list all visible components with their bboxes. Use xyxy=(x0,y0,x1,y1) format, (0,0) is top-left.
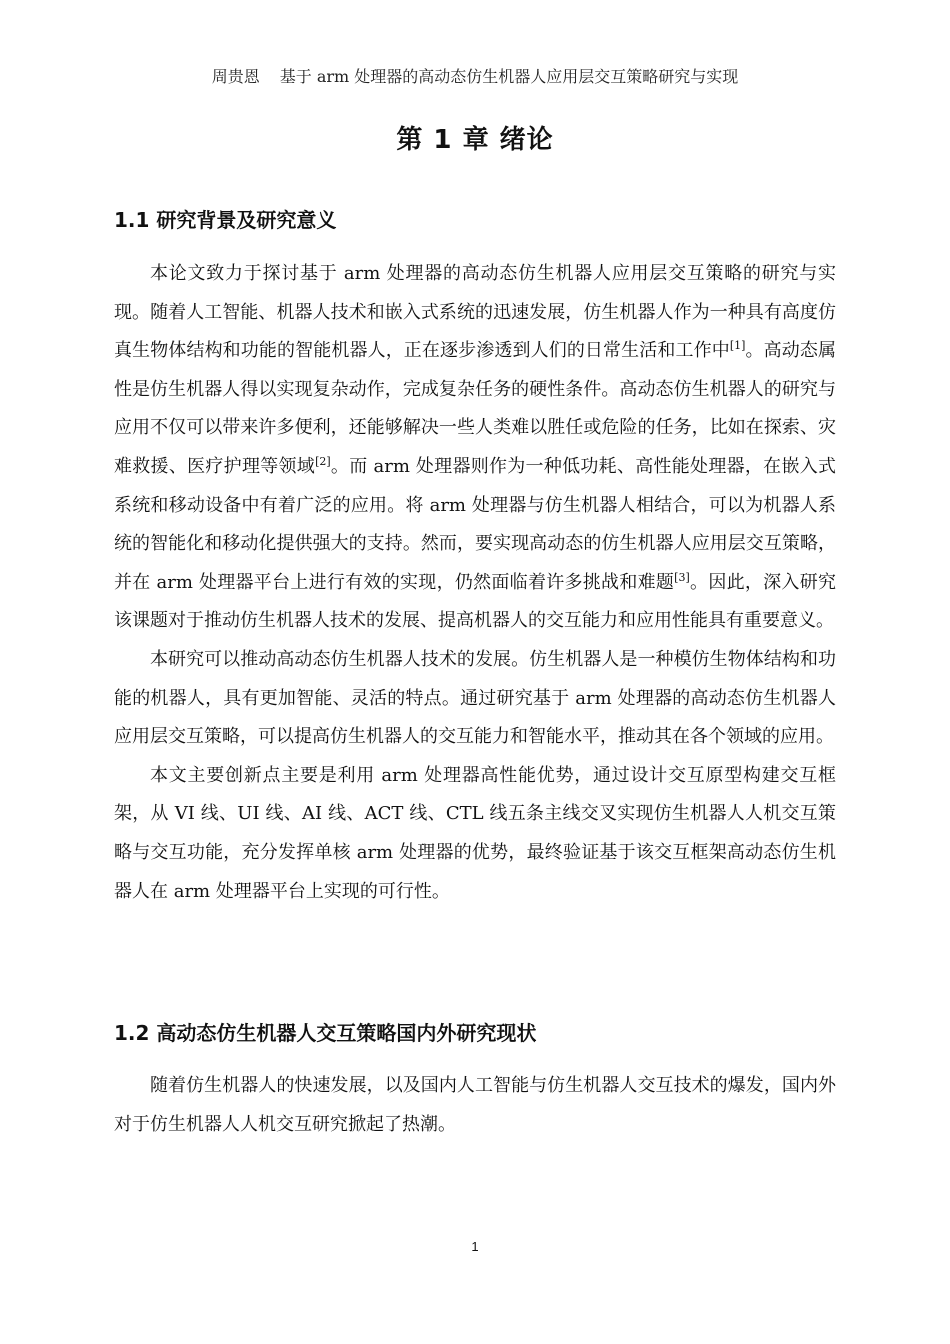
section-heading-1-1: 1.1 研究背景及研究意义 xyxy=(114,208,337,232)
section-1-2-body xyxy=(114,1067,836,1144)
paragraph-text: 本论文致力于探讨基于 arm 处理器的高动态仿生机器人应用层交互策略的研究与实现。随着人工智能、机器人技术和嵌入式系统的迅速发展，仿生机器人作为一种具有高度仿真生物体结构和功能的智能机器人，正在逐步渗透到人们的日常生活和工作中 xyxy=(114,263,836,362)
header-author: 周贵恩 xyxy=(211,67,260,86)
paragraph: 本研究可以推动高动态仿生机器人技术的发展。仿生机器人是一种模仿生物体结构和功能的机器人，具有更加智能、灵活的特点。通过研究基于 arm 处理器的高动态仿生机器人应用层交互策略，可以提高仿生机器人的交互能力和智能水平，推动其在各个领域的应用。 xyxy=(114,648,836,748)
running-header xyxy=(0,66,950,88)
page-number: 1 xyxy=(471,1239,479,1254)
header-thesis-title: 基于 arm 处理器的高动态仿生机器人应用层交互策略研究与实现 xyxy=(279,67,739,86)
section-1-1-body xyxy=(114,255,836,911)
paragraph: 本文主要创新点主要是利用 arm 处理器高性能优势，通过设计交互原型构建交互框架，从 VI 线、UI 线、AI 线、ACT 线、CTL 线五条主线交叉实现仿生机器人人机交互策略与交互功能，充分发挥单核 arm 处理器的优势，最终验证基于该交互框架高动态仿生机器人在 arm 处理器平台上实现的可行性。 xyxy=(114,764,836,902)
chapter-title: 第 1 章 绪论 xyxy=(396,125,554,155)
paragraph: 随着仿生机器人的快速发展，以及国内人工智能与仿生机器人交互技术的爆发，国内外对于仿生机器人人机交互研究掀起了热潮。 xyxy=(114,1075,836,1135)
citation: [3] xyxy=(674,570,690,584)
section-heading-1-2: 1.2 高动态仿生机器人交互策略国内外研究现状 xyxy=(114,1021,537,1045)
paragraph-text: 。而 arm 处理器则作为一种低功耗、高性能处理器，在嵌入式系统和移动设备中有着广泛的应用。将 arm 处理器与仿生机器人相结合，可以为机器人系统的智能化和移动化提供强大的支持。然而，要实现高动态的仿生机器人应用层交互策略，并在 arm 处理器平台上进行有效的实现，仍然面临着许多挑战和难题 xyxy=(114,455,836,593)
paragraph xyxy=(114,255,836,641)
paragraph-text: 。高动态属性是仿生机器人得以实现复杂动作，完成复杂任务的硬性条件。高动态仿生机器人的研究与应用不仅可以带来许多便利，还能够解决一些人类难以胜任或危险的任务，比如在探索、灾难救援、医疗护理等领域 xyxy=(114,340,837,477)
paragraph-text: 。因此，深入研究该课题对于推动仿生机器人技术的发展、提高机器人的交互能力和应用性能具有重要意义。 xyxy=(114,571,836,632)
citation: [2] xyxy=(315,454,331,468)
citation: [1] xyxy=(729,339,746,353)
